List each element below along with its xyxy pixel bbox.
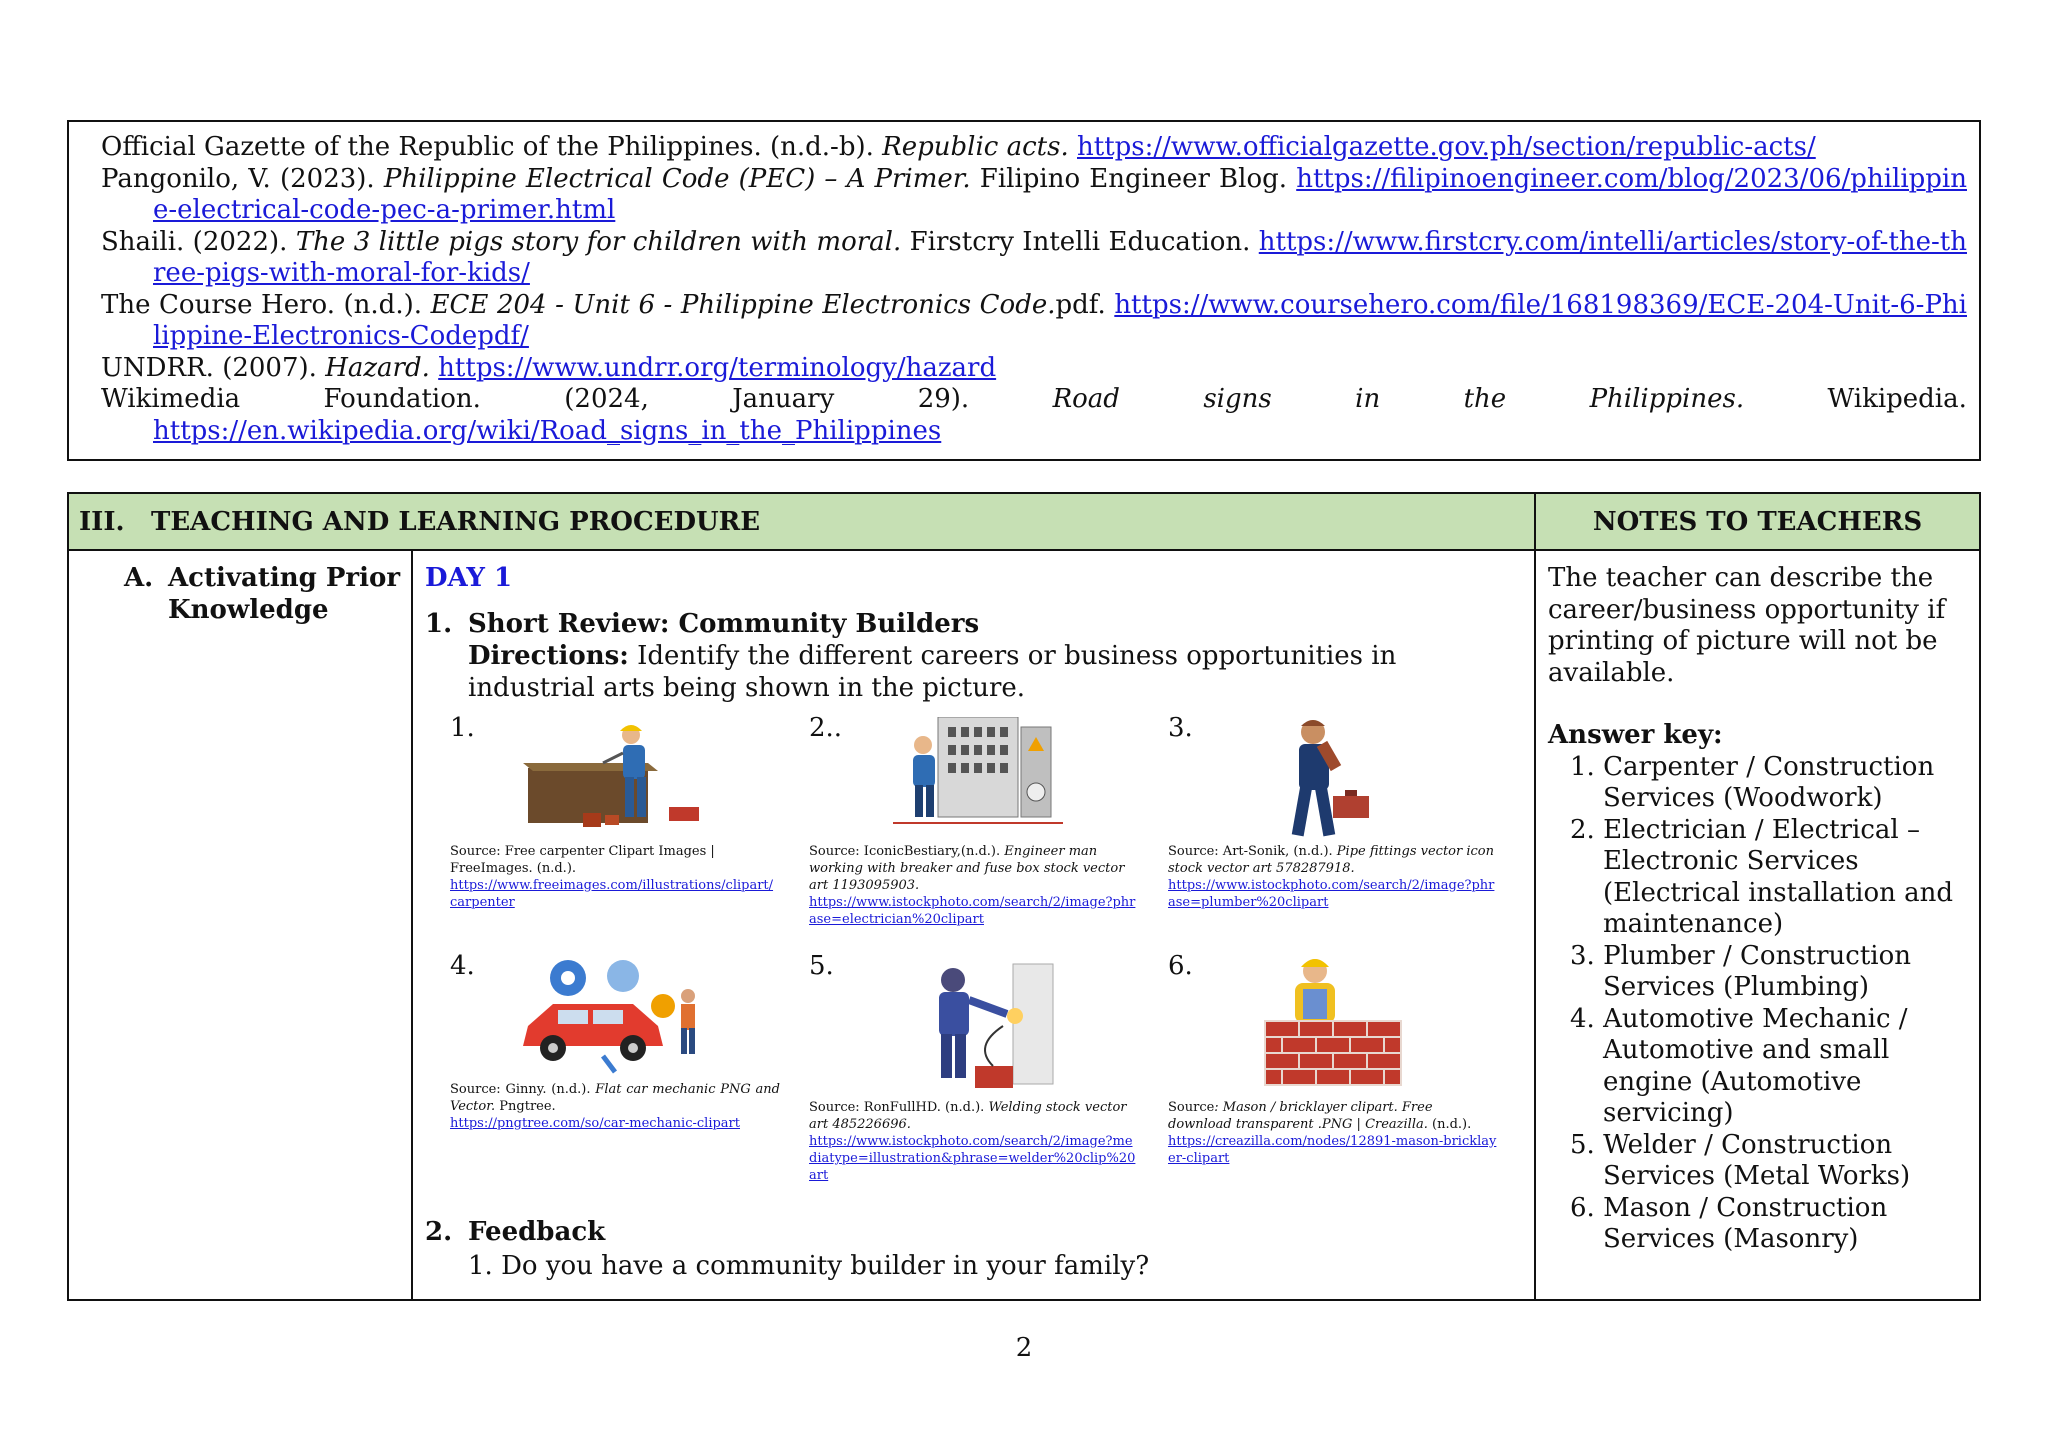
- notes-text: The teacher can describe the career/business opportunity if printing of picture will not be available.: [1548, 563, 1946, 688]
- reference-link[interactable]: https://www.undrr.org/terminology/hazard: [438, 352, 997, 383]
- reference-title: Philippine Electrical Code (PEC) – A Primer.: [383, 163, 971, 194]
- procedure-header-title: TEACHING AND LEARNING PROCEDURE: [151, 506, 761, 537]
- image-caption: Source: Free carpenter Clipart Images | FreeImages. (n.d.). https://www.freeimages.com/illustrations/clipart/carpenter: [450, 844, 774, 910]
- image-caption: Source: Art-Sonik, (n.d.). Pipe fittings vector icon stock vector art 578287918. https://www.istockphoto.com/search/2/image?phrase=plumber%20clipart: [1168, 844, 1495, 910]
- image-caption: Source: IconicBestiary,(n.d.). Engineer man working with breaker and fuse box stock vector art 1193095903. https://www.istockphoto.com/search/2/image?phrase=electrician%20clipart: [809, 844, 1136, 927]
- mason-image: [1263, 953, 1403, 1088]
- welder-image: [903, 956, 1073, 1091]
- teacher-notes: [1548, 563, 1968, 1256]
- image-caption: Source: RonFullHD. (n.d.). Welding stock vector art 485226696. https://www.istockphoto.com/search/2/image?mediatype=illustration&phrase=welder%20clip%20art: [809, 1100, 1136, 1183]
- caption-link[interactable]: https://pngtree.com/so/car-mechanic-clipart: [450, 1116, 740, 1131]
- caption-link[interactable]: https://creazilla.com/nodes/12891-mason-bricklayer-clipart: [1168, 1134, 1497, 1166]
- reference-entry: [101, 353, 1967, 385]
- answer-item: 4. Automotive Mechanic / Automotive and small engine (Automotive servicing): [1570, 1003, 1908, 1128]
- reference-title: Republic acts.: [882, 132, 1069, 162]
- reference-text: UNDRR. (2007).: [101, 352, 326, 383]
- electrician-image: [893, 717, 1063, 829]
- answer-item: 1. Carpenter / Construction Services (Woodwork): [1570, 751, 1935, 813]
- procedure-header: III. TEACHING AND LEARNING PROCEDURE: [69, 494, 1536, 551]
- image-caption: Source: Mason / bricklayer clipart. Free download transparent .PNG | Creazilla. (n.d.). https://creazilla.com/nodes/12891-mason-bricklayer-clipart: [1168, 1100, 1497, 1166]
- answer-item: 2. Electrician / Electrical – Electronic Services (Electrical installation and maintenance): [1570, 814, 1954, 939]
- reference-entry: Pangonilo, V. (2023). Philippine Electrical Code (PEC) – A Primer. Filipino Engineer Blog. https://filipinoengineer.com/blog/2023/06/philippine-electrical-code-pec-a-primer.html: [101, 163, 1967, 225]
- section-column: A. Activating Prior Knowledge: [69, 551, 413, 1299]
- references-box: [67, 120, 1981, 461]
- caption-link[interactable]: https://www.istockphoto.com/search/2/image?phrase=plumber%20clipart: [1168, 878, 1495, 910]
- caption-link[interactable]: https://www.istockphoto.com/search/2/image?phrase=electrician%20clipart: [809, 895, 1136, 927]
- answer-key-label: Answer key:: [1548, 720, 1723, 750]
- item-title: Short Review: Community Builders: [468, 609, 980, 639]
- caption-link[interactable]: https://www.freeimages.com/illustrations/clipart/carpenter: [450, 878, 774, 910]
- reference-entry: Shaili. (2022). The 3 little pigs story for children with moral. Firstcry Intelli Education. https://www.firstcry.com/intelli/articles/story-of-the-three-pigs-with-moral-for-kids/: [101, 226, 1967, 288]
- reference-title: ECE 204 - Unit 6 - Philippine Electronics Code.: [430, 289, 1056, 320]
- plumber-image: [1263, 716, 1383, 841]
- reference-link[interactable]: https://www.coursehero.com/file/168198369/ECE-204-Unit-6-Philippine-Electronics-Codepdf/: [153, 289, 1967, 351]
- reference-link[interactable]: https://filipinoengineer.com/blog/2023/06/philippine-electrical-code-pec-a-primer.html: [153, 163, 1967, 225]
- page-number: 2: [1015, 1333, 1033, 1363]
- feedback-question: 1. Do you have a community builder in your family?: [468, 1251, 1150, 1281]
- reference-text: Official Gazette of the Republic of the Philippines. (n.d.-b).: [101, 132, 883, 162]
- activity-column: DAY 1 1. Short Review: Community Builders Directions: Identify the different careers or business opportunities in industrial arts being shown in the picture. 1. Source: Free carpenter Clipart Images | FreeImages. (n.d.). https://www.freeimages.com/illustrations/clipart/carpenter 2.. Source: IconicBestiary,(n.d.). Engineer man working with breaker and fuse box stock vector art 1193095903. https://www.istockphoto.com/search/2/image?phrase=electrician%20clipart 3. Source: Art-Sonik, (n.d.). Pipe fittings vector icon stock vector art 578287918. https://www.istockphoto.com/search/2/image?phrase=plumber%20clipart 4. Source: Ginny. (n.d.). Flat car mechanic PNG and Vector. Pngtree. https://pngtree.com/so/car-mechanic-clipart 5. Source: RonFullHD. (n.d.). Welding stock vector art 485226696. https://www.istockphoto.com/search/2/image?mediatype=illustration&phrase=welder%20clip%20art 6. Source: Mason / bricklayer clipart. Free download transparent .PNG | Creazilla. (n.d.). https://creazilla.com/nodes/12891-mason-bricklayer-clipart 2. Feedback 1. Do you have a community builder in your family?: [413, 551, 1536, 1299]
- reference-title: The 3 little pigs story for children with moral.: [295, 226, 902, 257]
- reference-entry: The Course Hero. (n.d.). ECE 204 - Unit 6 - Philippine Electronics Code.pdf. https://www.coursehero.com/file/168198369/ECE-204-Unit-6-Philippine-Electronics-Codepdf/: [101, 289, 1967, 351]
- answer-item: 6. Mason / Construction Services (Masonry): [1570, 1192, 1888, 1254]
- procedure-table: [67, 492, 1981, 1301]
- notes-column: [1536, 551, 1979, 1299]
- caption-link[interactable]: https://www.istockphoto.com/search/2/image?mediatype=illustration&phrase=welder%20clip%20art: [809, 1134, 1136, 1183]
- reference-link[interactable]: https://www.officialgazette.gov.ph/section/republic-acts/: [1077, 132, 1816, 162]
- reference-entry: Wikimedia Foundation. (2024, January 29). Road signs in the Philippines. Wikipedia. https://en.wikipedia.org/wiki/Road_signs_in_the_Philippines: [101, 384, 1967, 446]
- item-title: Feedback: [468, 1217, 606, 1247]
- answer-item: 3. Plumber / Construction Services (Plumbing): [1570, 940, 1912, 1002]
- answer-item: 5. Welder / Construction Services (Metal Works): [1570, 1129, 1911, 1191]
- directions: Directions: Identify the different careers or business opportunities in industrial arts being shown in the picture.: [468, 641, 1397, 703]
- day-label: DAY 1: [425, 563, 513, 593]
- reference-link[interactable]: https://www.firstcry.com/intelli/articles/story-of-the-three-pigs-with-moral-for-kids/: [153, 226, 1967, 288]
- reference-link[interactable]: https://en.wikipedia.org/wiki/Road_signs_in_the_Philippines: [153, 415, 942, 446]
- notes-header: NOTES TO TEACHERS: [1536, 494, 1979, 551]
- reference-text: The Course Hero. (n.d.).: [101, 289, 431, 320]
- section-title: Activating Prior Knowledge: [168, 563, 401, 625]
- car-mechanic-image: [523, 956, 713, 1078]
- reference-text: Pangonilo, V. (2023).: [101, 163, 384, 194]
- reference-text: Shaili. (2022).: [101, 226, 296, 257]
- reference-title: Hazard.: [325, 352, 430, 383]
- carpenter-image: [523, 723, 713, 833]
- image-caption: Source: Ginny. (n.d.). Flat car mechanic PNG and Vector. Pngtree. https://pngtree.com/so/car-mechanic-clipart: [450, 1082, 781, 1131]
- reference-entry: [101, 132, 1967, 164]
- answer-key-list: [1548, 752, 1968, 1256]
